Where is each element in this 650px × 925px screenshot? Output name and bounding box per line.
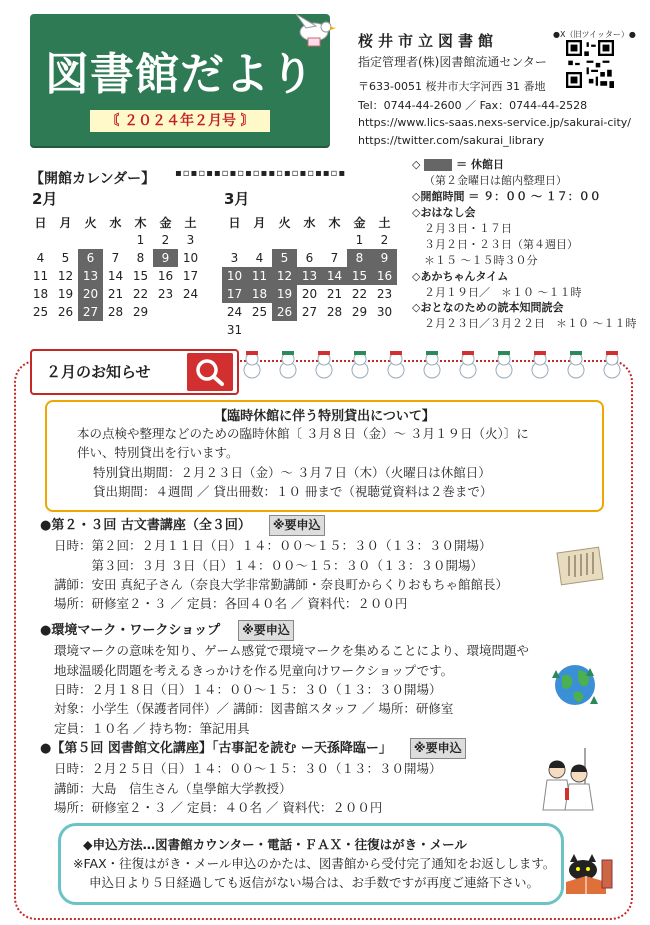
special-lending-title: 【臨時休館に伴う特別貸出について】 [214, 409, 435, 424]
event-date: 日時：２月２５日（日）１４：００～１５：３０（１３：３０開場） [54, 761, 442, 777]
calendar-empty [28, 231, 53, 249]
calendar-empty [272, 231, 297, 249]
calendar-day: 15 [132, 269, 149, 283]
event-kankyo [40, 620, 529, 738]
library-address: 〒633-0051 桜井市大字河西 31 番地 [358, 80, 546, 93]
calendar-day: 9 [372, 249, 397, 267]
calendar-day: 12 [272, 267, 297, 285]
application-note: ※FAX・往復はがき・メール申込のかたは、図書館から受付完了通知をお返しします。 [73, 855, 556, 871]
calendar-day: 15 [347, 267, 372, 285]
calendar-day: 2 [380, 233, 389, 247]
decorative-dots: ▪▫▪▫▪▪▫▪▫▪▫▪▪▫▪▫▪▫▪▪▫▪ [175, 168, 347, 179]
calendar-day: 2 [161, 233, 170, 247]
application-methods: ◆申込方法…図書館カウンター・電話・ＦＡＸ・往復はがき・メール [83, 837, 467, 852]
twitter-url[interactable]: https://twitter.com/sakurai_library [358, 134, 545, 147]
calendar-day: 28 [326, 305, 343, 319]
weekday-header: 土 [378, 215, 391, 230]
event-description: 環境マークの意味を知り、ゲーム感覚で環境マークを集めることにより、環境問題や [54, 643, 530, 659]
feb-calendar [28, 213, 203, 321]
calendar-day: 5 [272, 249, 297, 267]
calendar-empty [322, 231, 347, 249]
weekday-header: 水 [109, 215, 122, 230]
library-manager: 指定管理者(株)図書館流通センター [358, 55, 547, 69]
event-lecturer: 講師：安田 真紀子さん（奈良大学非常勤講師・奈良町からくりおもちゃ館館長） [54, 576, 508, 592]
calendar-empty [178, 303, 203, 321]
calendar-day: 13 [297, 267, 322, 285]
old-document-icon [555, 546, 605, 586]
calendar-day: 7 [111, 251, 120, 265]
calendar-day: 16 [157, 269, 174, 283]
weekday-header: 土 [184, 215, 197, 230]
special-lending-text: 伴い、特別貸出を行います。 [77, 445, 239, 461]
calendar-day: 14 [107, 269, 124, 283]
calendar-empty [347, 321, 372, 339]
calendar-empty [103, 231, 128, 249]
calendar-day: 27 [78, 303, 103, 321]
calendar-day: 23 [376, 287, 393, 301]
calendar-day: 11 [247, 267, 272, 285]
calendar-empty [153, 303, 178, 321]
info-list: ◇ ＝ 休館日 （第２金曜日は館内整理日） ◇開館時間 ＝ ９：００ ～ １７：００ ◇おはなし会 ２月３日・１７日 ３月２日・２３日（第４週目） ＊１５ ～１５時３０分 ◇あかちゃんタイム ２月１９日／ ＊１０ ～１１時 ◇おとなのための読本知問読会 ２月２３日／３月２２日 ＊１０ ～１１時 [412, 158, 637, 331]
calendar-day: 17 [222, 285, 247, 303]
calendar-day: 20 [301, 287, 318, 301]
event-place: 場所：研修室２・３ ／ 定員：各回４０名 ／ 資料代：２００円 [54, 596, 408, 612]
calendar-day: 23 [157, 287, 174, 301]
calendar-empty [247, 231, 272, 249]
calendar-day: 22 [132, 287, 149, 301]
calendar-day: 6 [305, 251, 314, 265]
special-lending-text: 本の点検や整理などのための臨時休館〔 ３月８日（金）～ ３月１９日（火）〕に [77, 426, 529, 441]
snowman-decoration-icon [240, 350, 630, 380]
weekday-header: 月 [59, 215, 72, 230]
calendar-day: 3 [230, 251, 239, 265]
calendar-empty [78, 231, 103, 249]
mar-calendar [222, 213, 397, 339]
calendar-day: 24 [182, 287, 199, 301]
calendar-day: 3 [186, 233, 195, 247]
calendar-day: 30 [376, 305, 393, 319]
calendar-day: 7 [330, 251, 339, 265]
calendar-day: 16 [372, 267, 397, 285]
application-note: 申込日より５日経過しても返信がない場合は、お手数ですが再度ご連絡下さい。 [89, 874, 540, 890]
library-name: 桜井市立図書館 [358, 32, 499, 50]
qr-label: ●X（旧ツイッター）● [553, 30, 636, 39]
library-phone: Tel：0744-44-2600 ／ Fax：0744-44-2528 [358, 99, 588, 112]
calendar-empty [247, 321, 272, 339]
calendar-empty [322, 321, 347, 339]
weekday-header: 木 [134, 215, 147, 230]
calendar-day: 4 [36, 251, 45, 265]
calendar-day: 8 [136, 251, 145, 265]
calendar-day: 9 [153, 249, 178, 267]
event-title: ●【第５回 図書館文化講座】「古事記を読む ー天孫降臨ー」 [40, 741, 392, 756]
weekday-header: 月 [253, 215, 266, 230]
event-date: 日時：２月１８日（日）１４：００～１５：３０（１３：３０開場） [54, 681, 442, 697]
calendar-day: 24 [226, 305, 243, 319]
calendar-day: 21 [107, 287, 124, 301]
calendar-day: 22 [351, 287, 368, 301]
closed-swatch [424, 159, 452, 171]
calendar-day: 25 [32, 305, 49, 319]
event-komonjo [40, 515, 508, 614]
calendar-day: 6 [78, 249, 103, 267]
special-lending-box [45, 400, 604, 512]
weekday-header: 火 [278, 215, 291, 230]
notice-tab [30, 349, 239, 395]
calendar-empty [372, 321, 397, 339]
event-bunka [40, 738, 466, 817]
event-title: ●第２・３回 古文書講座（全３回） [40, 518, 251, 533]
calendar-day: 10 [222, 267, 247, 285]
earth-icon [550, 660, 600, 710]
reservation-badge: ※要申込 [269, 515, 325, 536]
calendar-day: 26 [272, 303, 297, 321]
calendar-day: 25 [251, 305, 268, 319]
search-icon [187, 353, 233, 391]
weekday-header: 火 [84, 215, 97, 230]
special-lending-terms: 貸出期間：４週間 ／ 貸出冊数：１０ 冊まで（視聴覚資料は２巻まで） [93, 484, 493, 500]
calendar-empty [297, 231, 322, 249]
calendar-day: 18 [32, 287, 49, 301]
special-lending-period: 特別貸出期間：２月２３日（金）～ ３月７日（木）（火曜日は休館日） [93, 464, 491, 480]
calendar-day: 26 [57, 305, 74, 319]
calendar-day: 10 [182, 251, 199, 265]
calendar-day: 29 [351, 305, 368, 319]
weekday-header: 日 [34, 215, 47, 230]
ancient-deities-icon [535, 748, 605, 814]
event-title: ●環境マーク・ワークショップ [40, 623, 221, 638]
feb-label: 2月 [32, 190, 58, 208]
weekday-header: 木 [328, 215, 341, 230]
calendar-empty [53, 231, 78, 249]
event-date: 第３回：３月 ３日（日）１４：００～１５：３０（１３：３０開場） [54, 557, 483, 573]
calendar-day: 14 [322, 267, 347, 285]
event-description: 地球温暖化問題を考えるきっかけを作る児童向けワークショップです。 [54, 662, 454, 678]
calendar-day: 21 [326, 287, 343, 301]
calendar-empty [272, 321, 297, 339]
calendar-day: 13 [78, 267, 103, 285]
calendar-empty [222, 231, 247, 249]
qr-code-icon[interactable] [566, 40, 614, 88]
calendar-day: 28 [107, 305, 124, 319]
event-capacity: 定員：１０名 ／ 持ち物：筆記用具 [54, 720, 250, 736]
application-box [58, 823, 564, 905]
calendar-day: 5 [61, 251, 70, 265]
header-board [30, 14, 330, 146]
calendar-day: 8 [347, 249, 372, 267]
calendar-day: 11 [32, 269, 49, 283]
weekday-header: 金 [353, 215, 366, 230]
newsletter-title: 図書館だより [45, 49, 315, 100]
calendar-day: 20 [78, 285, 103, 303]
calendar-day: 18 [247, 285, 272, 303]
calendar-day: 1 [136, 233, 145, 247]
issue-label: 〘 ２０２４年２月号 〙 [90, 110, 270, 132]
calendar-day: 31 [226, 323, 243, 337]
calendar-day: 27 [301, 305, 318, 319]
calendar-heading: 【開館カレンダー】 [30, 171, 156, 187]
library-url[interactable]: https://www.lics-saas.nexs-service.jp/sakurai-city/ [358, 116, 632, 129]
calendar-day: 29 [132, 305, 149, 319]
weekday-header: 水 [303, 215, 316, 230]
event-place: 場所：研修室２・３ ／ 定員：４０名 ／ 資料代：２００円 [54, 799, 383, 815]
weekday-header: 金 [159, 215, 172, 230]
event-date: 日時：第２回：２月１１日（日）１４：００～１５：３０（１３：３０開場） [54, 538, 492, 554]
reservation-badge: ※要申込 [410, 738, 466, 759]
dove-icon [290, 10, 338, 50]
calendar-day: 17 [182, 269, 199, 283]
notice-tab-label: ２月のお知らせ [46, 363, 151, 381]
weekday-header: 日 [228, 215, 241, 230]
calendar-day: 1 [355, 233, 364, 247]
event-lecturer: 講師：大島 信生さん（皇學館大学教授） [54, 780, 292, 796]
cat-reading-icon [560, 852, 616, 896]
calendar-day: 19 [57, 287, 74, 301]
event-target: 対象：小学生（保護者同伴）／ 講師：図書館スタッフ ／ 場所：研修室 [54, 701, 454, 717]
calendar-empty [297, 321, 322, 339]
calendar-day: 4 [255, 251, 264, 265]
calendar-day: 12 [57, 269, 74, 283]
mar-label: 3月 [224, 190, 250, 208]
calendar-day: 19 [272, 285, 297, 303]
reservation-badge: ※要申込 [238, 620, 294, 641]
